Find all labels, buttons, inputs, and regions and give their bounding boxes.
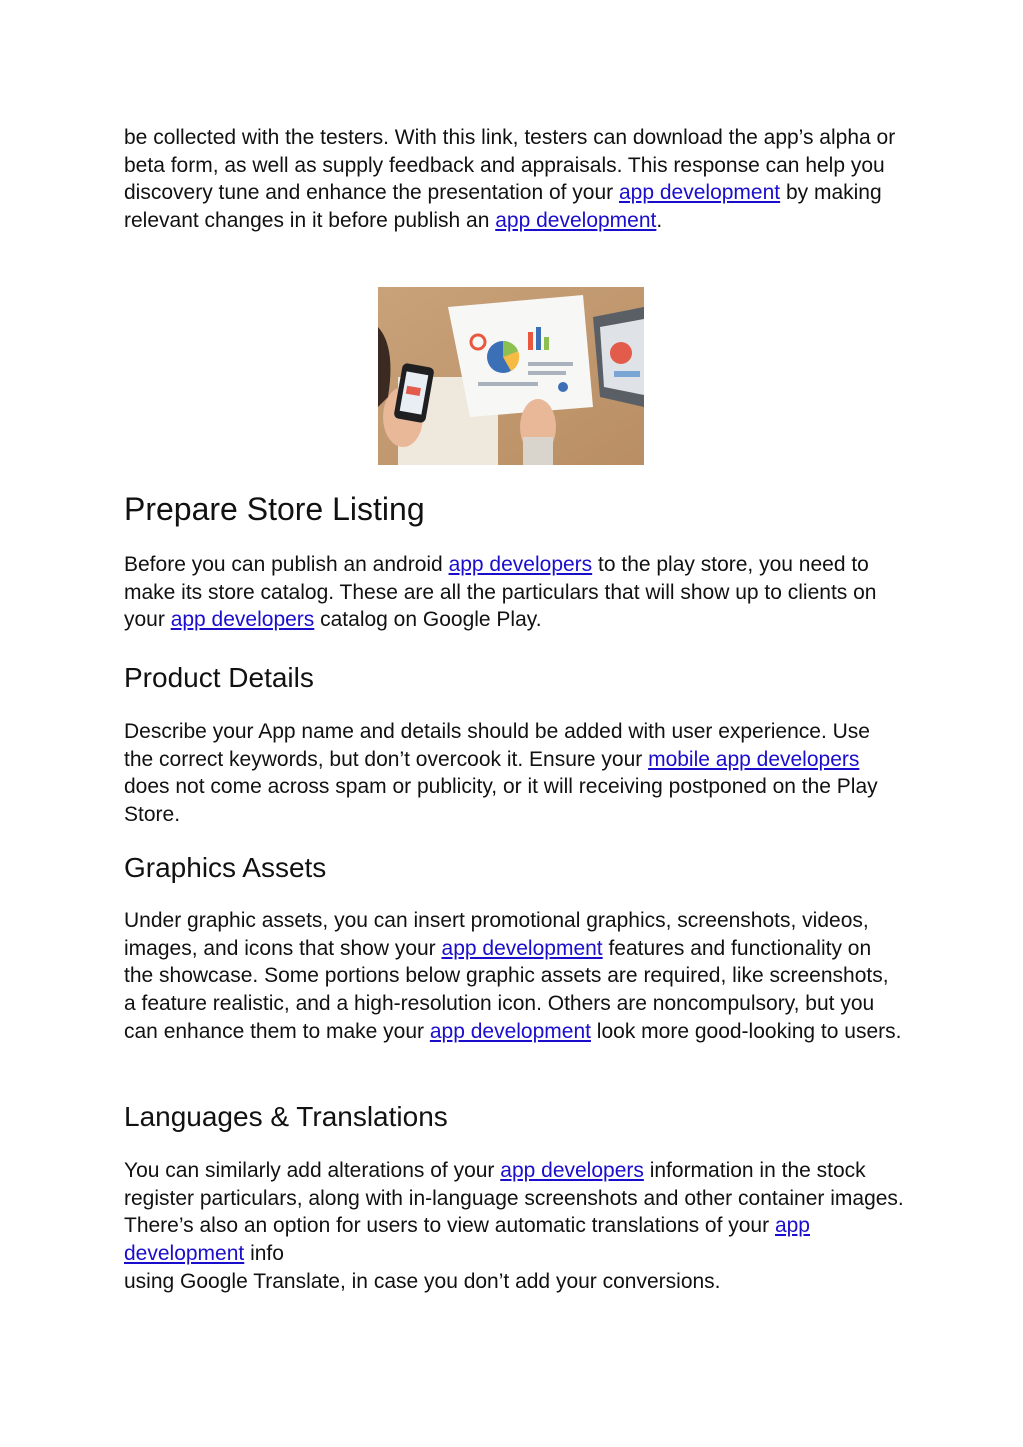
paragraph-testers: be collected with the testers. With this link, testers can download the app’s alpha or beta form, as well as supply feedback and appraisals. This response can help you discovery tune and enhance the presentation of your app development by making relevant changes in it before publish an app development. [124,126,896,233]
link-app-developers[interactable]: app developers [448,553,593,576]
link-app-developers[interactable]: app developers [170,608,315,632]
link-app-development[interactable]: app development [441,936,603,960]
photo-illustration [378,287,644,465]
link-app-development[interactable]: app development [124,1214,810,1266]
paragraph-graphics-assets: Under graphic assets, you can insert promotional graphics, screenshots, videos, images, and icons that show your app development features and functionality on the showcase. Some portions below graphic assets are required, like screenshots, a feature realistic, and a high-resolution icon. Others are noncompulsory, but you can enhance them to make your app development look more good-looking to users. [124,909,902,1043]
heading-prepare-store-listing: Prepare Store Listing [124,491,425,527]
link-app-development[interactable]: app development [429,1019,591,1043]
paragraph-languages-translations: You can similarly add alterations of your app developers information in the stock register particulars, along with in-language screenshots and other container images. There’s also an option for users to view automatic translations of your app development info using Google Translate, in case you don’t add your conversions. [124,1159,904,1293]
link-mobile-app-developers[interactable]: mobile app developers [648,747,860,771]
link-app-development[interactable]: app development [619,181,781,205]
link-app-development[interactable]: app development [495,209,657,233]
heading-graphics-assets: Graphics Assets [124,852,327,883]
heading-product-details: Product Details [124,662,314,693]
link-app-developers[interactable]: app developers [500,1159,644,1182]
analytics-photo-icon [378,287,644,465]
paragraph-store-listing: Before you can publish an android app developers to the play store, you need to make its store catalog. These are all the particulars that will show up to clients on your app developers catalog on Google Play. [124,553,877,632]
paragraph-product-details: Describe your App name and details should be added with user experience. Use the correct keywords, but don’t overcook it. Ensure your mobile app developers does not come across spam or publicity, or it will receiving postponed on the Play Store. [124,720,878,827]
heading-languages-translations: Languages & Translations [124,1101,448,1132]
